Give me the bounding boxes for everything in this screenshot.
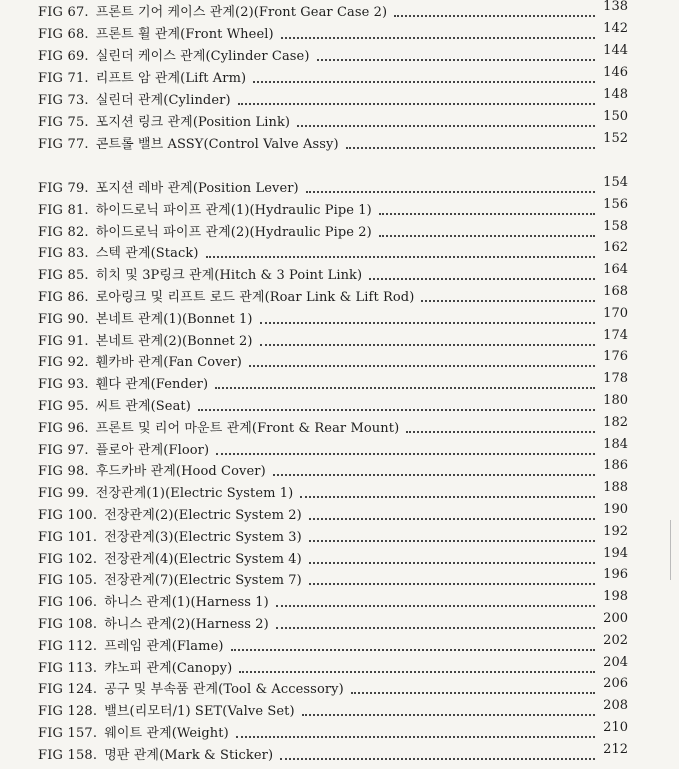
- toc-entry-title: 포지션 레바 관계(Position Lever): [95, 181, 299, 196]
- toc-leader-dots: [253, 81, 595, 83]
- toc-figure-number: FIG 97.: [38, 443, 89, 458]
- toc-entry-title: 휀다 관계(Fender): [95, 377, 209, 392]
- toc-entry: [38, 110, 628, 130]
- toc-entry: [38, 220, 628, 240]
- toc-leader-dots: [379, 235, 595, 237]
- toc-entry-title: 로아링크 및 리프트 로드 관계(Roar Link & Lift Rod): [95, 290, 415, 305]
- toc-entry: [38, 656, 628, 676]
- toc-leader-dots: [239, 671, 595, 673]
- toc-entry: [38, 677, 628, 697]
- toc-page-number: 170: [603, 306, 628, 321]
- toc-page-number: 196: [603, 567, 628, 582]
- toc-entry: [38, 481, 628, 501]
- toc-figure-number: FIG 85.: [38, 268, 89, 283]
- toc-leader-dots: [309, 518, 595, 520]
- toc-entry-title: 히치 및 3P링크 관계(Hitch & 3 Point Link): [95, 268, 363, 283]
- toc-leader-dots: [317, 59, 595, 61]
- toc-entry: [38, 241, 628, 261]
- toc-leader-dots: [260, 322, 595, 324]
- toc-figure-number: FIG 68.: [38, 27, 89, 42]
- toc-page-number: 186: [603, 458, 628, 473]
- toc-entry: [38, 372, 628, 392]
- toc-entry: [38, 198, 628, 218]
- toc-entry: [38, 525, 628, 545]
- toc-page-number: 204: [603, 655, 628, 670]
- toc-leader-dots: [309, 583, 595, 585]
- toc-page-number: 176: [603, 349, 628, 364]
- toc-page-number: 162: [603, 240, 628, 255]
- toc-page-number: 152: [603, 131, 628, 146]
- toc-figure-number: FIG 96.: [38, 421, 89, 436]
- toc-entry: [38, 285, 628, 305]
- toc-entry-title: 하니스 관계(2)(Harness 2): [104, 617, 269, 632]
- toc-entry-title: 실린더 케이스 관계(Cylinder Case): [95, 49, 310, 64]
- toc-figure-number: FIG 108.: [38, 617, 98, 632]
- toc-entry: [38, 438, 628, 458]
- toc-entry: [38, 547, 628, 567]
- toc-figure-number: FIG 112.: [38, 639, 98, 654]
- toc-page-number: 148: [603, 87, 628, 102]
- toc-figure-number: FIG 75.: [38, 115, 89, 130]
- toc-figure-number: FIG 100.: [38, 508, 98, 523]
- toc-page-number: 180: [603, 393, 628, 408]
- toc-page-number: 182: [603, 415, 628, 430]
- toc-entry: [38, 590, 628, 610]
- toc-leader-dots: [215, 387, 595, 389]
- toc-entry-title: 리프트 암 관계(Lift Arm): [95, 71, 247, 86]
- toc-figure-number: FIG 102.: [38, 552, 98, 567]
- toc-leader-dots: [379, 213, 595, 215]
- toc-entry: [38, 503, 628, 523]
- toc-leader-dots: [306, 191, 595, 193]
- toc-page-number: 188: [603, 480, 628, 495]
- toc-leader-dots: [309, 540, 595, 542]
- toc-entry-title: 밸브(리모터/1) SET(Valve Set): [104, 704, 295, 719]
- toc-figure-number: FIG 95.: [38, 399, 89, 414]
- toc-leader-dots: [369, 278, 595, 280]
- toc-leader-dots: [309, 562, 595, 564]
- toc-figure-number: FIG 91.: [38, 334, 89, 349]
- toc-entry-title: 공구 및 부속품 관계(Tool & Accessory): [104, 682, 344, 697]
- toc-page-number: 210: [603, 720, 628, 735]
- toc-figure-number: FIG 101.: [38, 530, 98, 545]
- toc-entry: [38, 44, 628, 64]
- toc-entry-title: 휀카바 관계(Fan Cover): [95, 355, 242, 370]
- toc-leader-dots: [260, 344, 595, 346]
- toc-entry: [38, 88, 628, 108]
- toc-entry-title: 전장관계(2)(Electric System 2): [104, 508, 302, 523]
- toc-entry-title: 포지션 링크 관계(Position Link): [95, 115, 291, 130]
- toc-page-number: 200: [603, 611, 628, 626]
- toc-entry-title: 플로아 관계(Floor): [95, 443, 210, 458]
- toc-leader-dots: [238, 103, 595, 105]
- toc-figure-number: FIG 158.: [38, 748, 98, 763]
- toc-page-number: 184: [603, 437, 628, 452]
- toc-entry: [38, 699, 628, 719]
- toc-figure-number: FIG 128.: [38, 704, 98, 719]
- toc-figure-number: FIG 77.: [38, 137, 89, 152]
- toc-leader-dots: [273, 474, 595, 476]
- toc-entry-title: 하이드로닉 파이프 관계(2)(Hydraulic Pipe 2): [95, 225, 372, 240]
- toc-figure-number: FIG 98.: [38, 464, 89, 479]
- toc-page-number: 178: [603, 371, 628, 386]
- toc-entry-title: 실린더 관계(Cylinder): [95, 93, 231, 108]
- toc-entry: [38, 743, 628, 763]
- toc-entry: [38, 459, 628, 479]
- toc-entry: [38, 132, 628, 152]
- toc-leader-dots: [276, 627, 595, 629]
- toc-entry-title: 명판 관계(Mark & Sticker): [104, 748, 274, 763]
- toc-entry-title: 프론트 휠 관계(Front Wheel): [95, 27, 274, 42]
- toc-entry: [38, 0, 628, 20]
- toc-page-number: 192: [603, 524, 628, 539]
- toc-entry-title: 콘트롤 밸브 ASSY(Control Valve Assy): [95, 137, 339, 152]
- toc-entry: [38, 634, 628, 654]
- toc-figure-number: FIG 92.: [38, 355, 89, 370]
- toc-figure-number: FIG 82.: [38, 225, 89, 240]
- toc-leader-dots: [394, 15, 595, 17]
- toc-entry-title: 씨트 관계(Seat): [95, 399, 191, 414]
- toc-figure-number: FIG 81.: [38, 203, 89, 218]
- toc-figure-number: FIG 69.: [38, 49, 89, 64]
- toc-page-number: 206: [603, 676, 628, 691]
- toc-figure-number: FIG 93.: [38, 377, 89, 392]
- toc-leader-dots: [302, 714, 595, 716]
- toc-figure-number: FIG 73.: [38, 93, 89, 108]
- toc-entry-title: 웨이트 관계(Weight): [104, 726, 229, 741]
- toc-entry: [38, 307, 628, 327]
- toc-page-number: 190: [603, 502, 628, 517]
- toc-leader-dots: [351, 692, 595, 694]
- toc-page-number: 168: [603, 284, 628, 299]
- toc-figure-number: FIG 79.: [38, 181, 89, 196]
- toc-entry: [38, 568, 628, 588]
- toc-leader-dots: [280, 758, 595, 760]
- toc-page-number: 174: [603, 328, 628, 343]
- toc-entry-title: 본네트 관계(2)(Bonnet 2): [95, 334, 253, 349]
- toc-leader-dots: [281, 37, 595, 39]
- toc-figure-number: FIG 71.: [38, 71, 89, 86]
- toc-figure-number: FIG 105.: [38, 573, 98, 588]
- toc-page-number: 150: [603, 109, 628, 124]
- toc-page-number: 158: [603, 219, 628, 234]
- toc-entry-title: 전장관계(7)(Electric System 7): [104, 573, 302, 588]
- toc-entry-title: 본네트 관계(1)(Bonnet 1): [95, 312, 253, 327]
- toc-figure-number: FIG 99.: [38, 486, 89, 501]
- toc-leader-dots: [421, 300, 595, 302]
- toc-page-number: 208: [603, 698, 628, 713]
- toc-page-number: 156: [603, 197, 628, 212]
- toc-page-number: 164: [603, 262, 628, 277]
- toc-leader-dots: [300, 496, 595, 498]
- toc-entry-title: 프론트 기어 케이스 관계(2)(Front Gear Case 2): [95, 5, 388, 20]
- toc-page-number: 202: [603, 633, 628, 648]
- toc-entry-title: 후드카바 관계(Hood Cover): [95, 464, 266, 479]
- toc-entry-title: 전장관계(3)(Electric System 3): [104, 530, 302, 545]
- toc-page-number: 154: [603, 175, 628, 190]
- toc-page-number: 138: [603, 0, 628, 14]
- toc-page-number: 142: [603, 21, 628, 36]
- toc-figure-number: FIG 113.: [38, 661, 98, 676]
- toc-entry-title: 전장관계(4)(Electric System 4): [104, 552, 302, 567]
- toc-entry-title: 스텍 관계(Stack): [95, 246, 199, 261]
- toc-entry: [38, 721, 628, 741]
- toc-page-number: 146: [603, 65, 628, 80]
- toc-entry: [38, 329, 628, 349]
- toc-entry: [38, 176, 628, 196]
- toc-leader-dots: [249, 365, 595, 367]
- toc-leader-dots: [216, 453, 595, 455]
- toc-leader-dots: [198, 409, 595, 411]
- toc-entry: [38, 394, 628, 414]
- toc-figure-number: FIG 83.: [38, 246, 89, 261]
- toc-leader-dots: [236, 736, 595, 738]
- toc-figure-number: FIG 67.: [38, 5, 89, 20]
- toc-page-number: 194: [603, 546, 628, 561]
- toc-figure-number: FIG 124.: [38, 682, 98, 697]
- toc-page-number: 144: [603, 43, 628, 58]
- toc-leader-dots: [231, 649, 595, 651]
- page-edge-mark: [670, 520, 671, 580]
- toc-leader-dots: [297, 125, 595, 127]
- toc-entry: [38, 612, 628, 632]
- toc-entry-title: 하이드로닉 파이프 관계(1)(Hydraulic Pipe 1): [95, 203, 372, 218]
- toc-leader-dots: [406, 431, 595, 433]
- toc-entry-title: 하니스 관계(1)(Harness 1): [104, 595, 269, 610]
- toc-entry-title: 캬노피 관계(Canopy): [104, 661, 233, 676]
- toc-figure-number: FIG 86.: [38, 290, 89, 305]
- toc-entry: [38, 350, 628, 370]
- toc-entry-title: 프론트 및 리어 마운트 관계(Front & Rear Mount): [95, 421, 400, 436]
- toc-leader-dots: [206, 256, 596, 258]
- toc-entry: [38, 263, 628, 283]
- toc-page-number: 212: [603, 742, 628, 757]
- toc-page-number: 198: [603, 589, 628, 604]
- toc-figure-number: FIG 157.: [38, 726, 98, 741]
- toc-figure-number: FIG 106.: [38, 595, 98, 610]
- toc-entry-title: 전장관계(1)(Electric System 1): [95, 486, 294, 501]
- toc-figure-number: FIG 90.: [38, 312, 89, 327]
- toc-leader-dots: [346, 147, 595, 149]
- toc-entry: [38, 66, 628, 86]
- toc-leader-dots: [276, 605, 595, 607]
- toc-entry: [38, 22, 628, 42]
- toc-entry-title: 프레임 관계(Flame): [104, 639, 224, 654]
- toc-entry: [38, 416, 628, 436]
